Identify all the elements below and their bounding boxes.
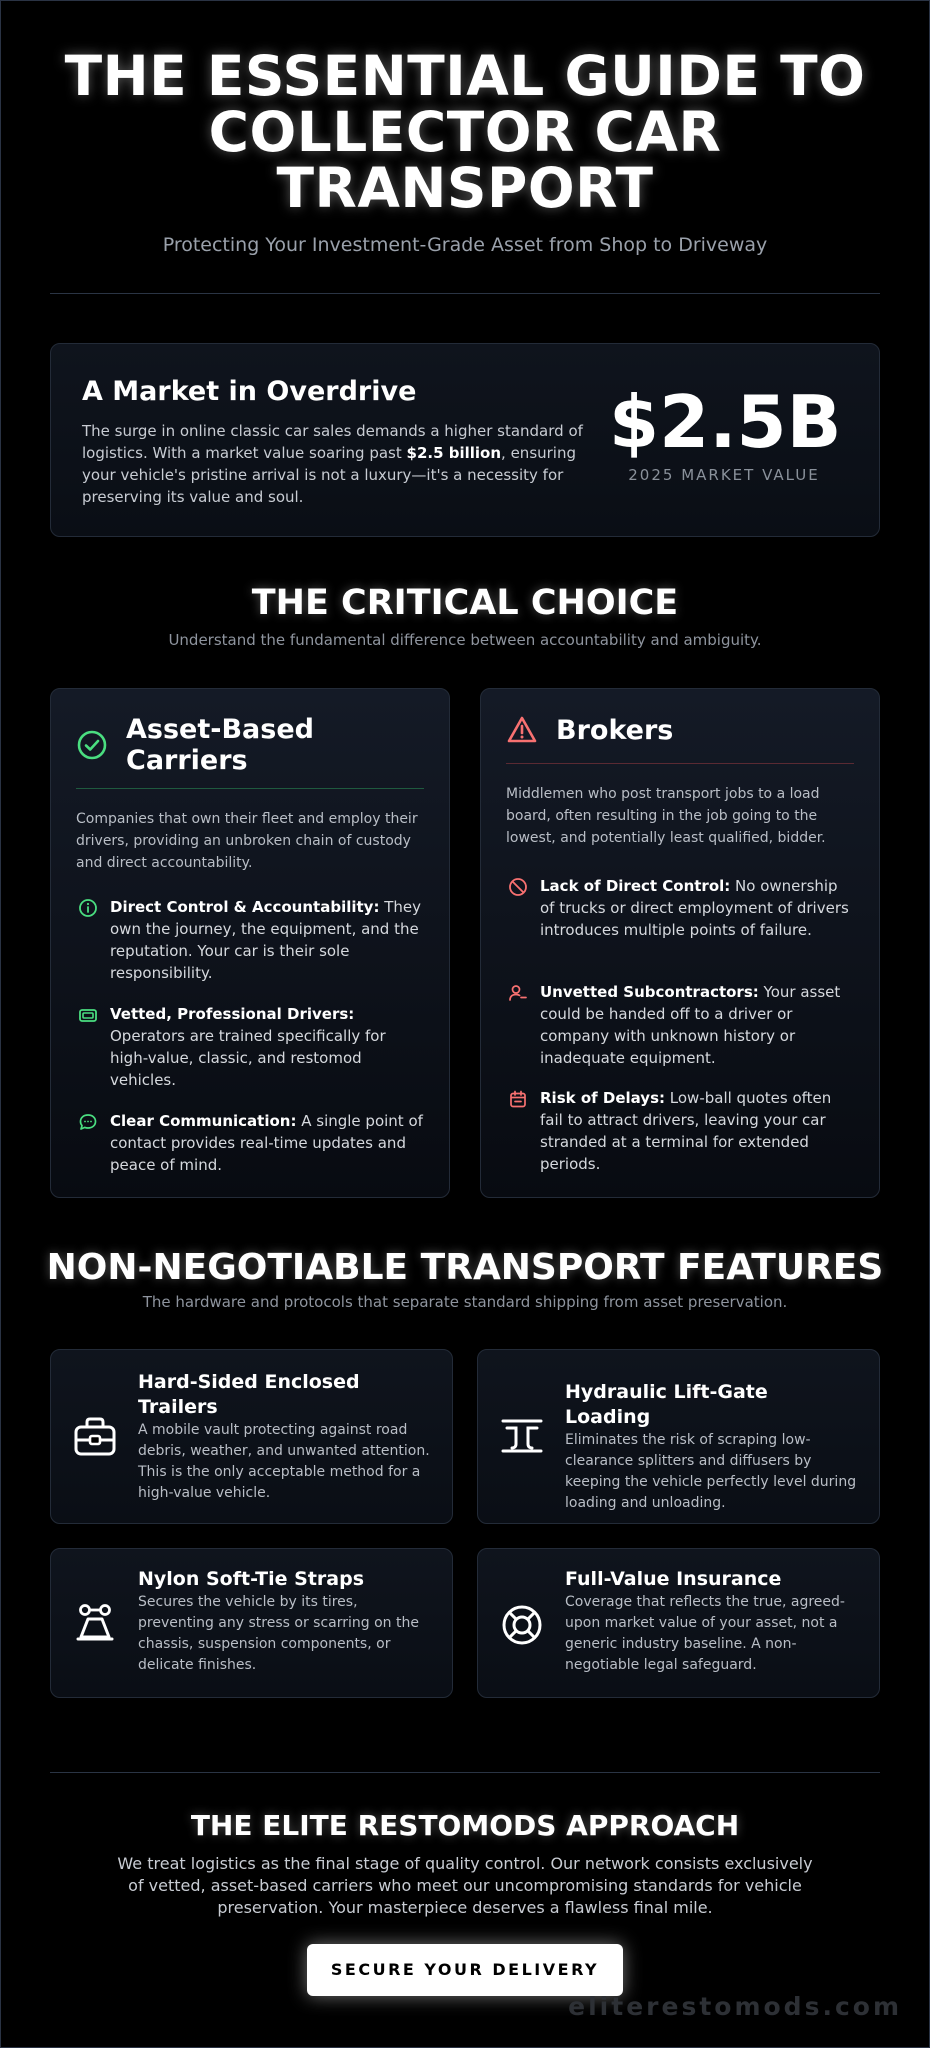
feature-desc: Coverage that reflects the true, agreed-upon market value of your asset, not a generic industry baseline. A non-negotiable legal safeguard.: [565, 1594, 845, 1673]
feature-title: Nylon Soft-Tie Straps: [138, 1568, 365, 1590]
divider: [50, 1772, 880, 1773]
feature-desc: Secures the vehicle by its tires, preventing any stress or scarring on the chassis, suspension components, or delicate finishes.: [138, 1594, 419, 1673]
feature-card: [477, 1349, 880, 1524]
brokers-card: [480, 688, 880, 1198]
divider: [506, 763, 854, 764]
stat-label: 2025 MARKET VALUE: [628, 466, 820, 484]
feature-card: [50, 1548, 453, 1698]
tie-strap-icon: [71, 1601, 119, 1649]
watermark: eliterestomods.com: [568, 1992, 902, 2021]
approach-desc: We treat logistics as the final stage of quality control. Our network consists exclusively of vetted, asset-based carriers who meet our uncompromising standards for vehicle preservation. Your masterpiece deserves a flawless final mile.: [117, 1854, 813, 1917]
life-ring-icon: [498, 1601, 546, 1649]
list-item: Clear Communication: A single point of contact provides real-time updates and peace of mind.: [76, 1110, 424, 1176]
user-minus-icon: [506, 983, 530, 1003]
features-subtitle: The hardware and protocols that separate standard shipping from asset preservation.: [142, 1293, 788, 1311]
feature-desc: Eliminates the risk of scraping low-clearance splitters and diffusers by keeping the vehicle perfectly level during loading and unloading.: [565, 1432, 857, 1511]
carriers-title: Asset-Based Carriers: [126, 714, 314, 776]
warning-triangle-icon: [506, 714, 538, 746]
brokers-title: Brokers: [556, 714, 674, 746]
enclosed-trailer-icon: [71, 1412, 119, 1460]
market-text: The surge in online classic car sales demands a higher standard of logistics. With a market value soaring past $2.5 billion, ensuring your vehicle's pristine arrival is not a luxury—it's a necessity for preserving its value and soul.: [82, 422, 583, 506]
feature-card: [50, 1349, 453, 1524]
feature-title: Hydraulic Lift-Gate Loading: [565, 1381, 768, 1428]
market-card: [50, 343, 880, 537]
market-stat: [609, 380, 842, 484]
divider: [76, 788, 424, 789]
feature-title: Hard-Sided Enclosed Trailers: [138, 1371, 360, 1418]
feature-card: [477, 1548, 880, 1698]
stat-value: $2.5B: [609, 380, 842, 464]
approach-title: THE ELITE RESTOMODS APPROACH: [190, 1809, 740, 1842]
page-title: THE ESSENTIAL GUIDE TO COLLECTOR CAR TRANSPORT: [64, 44, 866, 220]
chat-bubble-icon: [76, 1112, 100, 1132]
list-item: Unvetted Subcontractors: Your asset could be handed off to a driver or company with unknown history or inadequate equipment.: [506, 981, 854, 1069]
list-item: Lack of Direct Control: No ownership of trucks or direct employment of drivers introduces multiple points of failure.: [506, 875, 854, 941]
lift-gate-icon: [498, 1412, 546, 1460]
feature-desc: A mobile vault protecting against road debris, weather, and unwanted attention. This is the only acceptable method for a high-value vehicle.: [138, 1422, 430, 1501]
features-title: NON-NEGOTIABLE TRANSPORT FEATURES: [46, 1247, 884, 1288]
info-icon: [76, 898, 100, 918]
check-circle-icon: [76, 729, 108, 761]
feature-title: Full-Value Insurance: [565, 1568, 782, 1590]
brokers-intro: Middlemen who post transport jobs to a load board, often resulting in the job going to the lowest, and potentially least qualified, bidder.: [506, 786, 826, 846]
carriers-intro: Companies that own their fleet and employ their drivers, providing an unbroken chain of custody and direct accountability.: [76, 811, 418, 871]
page-subtitle: Protecting Your Investment-Grade Asset from Shop to Driveway: [162, 234, 768, 256]
market-title: A Market in Overdrive: [82, 376, 417, 407]
prohibited-icon: [506, 877, 530, 897]
choice-subtitle: Understand the fundamental difference between accountability and ambiguity.: [168, 631, 762, 649]
choice-title: THE CRITICAL CHOICE: [251, 583, 679, 623]
list-item: Vetted, Professional Drivers: Operators are trained specifically for high-value, classic, and restomod vehicles.: [76, 1003, 424, 1091]
id-card-icon: [76, 1005, 100, 1025]
calendar-icon: [506, 1089, 530, 1109]
hero: [0, 44, 930, 256]
carriers-header: [76, 714, 424, 776]
list-item: Risk of Delays: Low-ball quotes often fail to attract drivers, leaving your car stranded at a terminal for extended periods.: [506, 1087, 854, 1175]
asset-based-carriers-card: [50, 688, 450, 1198]
list-item: Direct Control & Accountability: They own the journey, the equipment, and the reputation. Your car is their sole responsibility.: [76, 896, 424, 984]
brokers-header: [506, 714, 854, 746]
secure-delivery-button[interactable]: SECURE YOUR DELIVERY: [307, 1944, 623, 1996]
divider: [50, 293, 880, 294]
